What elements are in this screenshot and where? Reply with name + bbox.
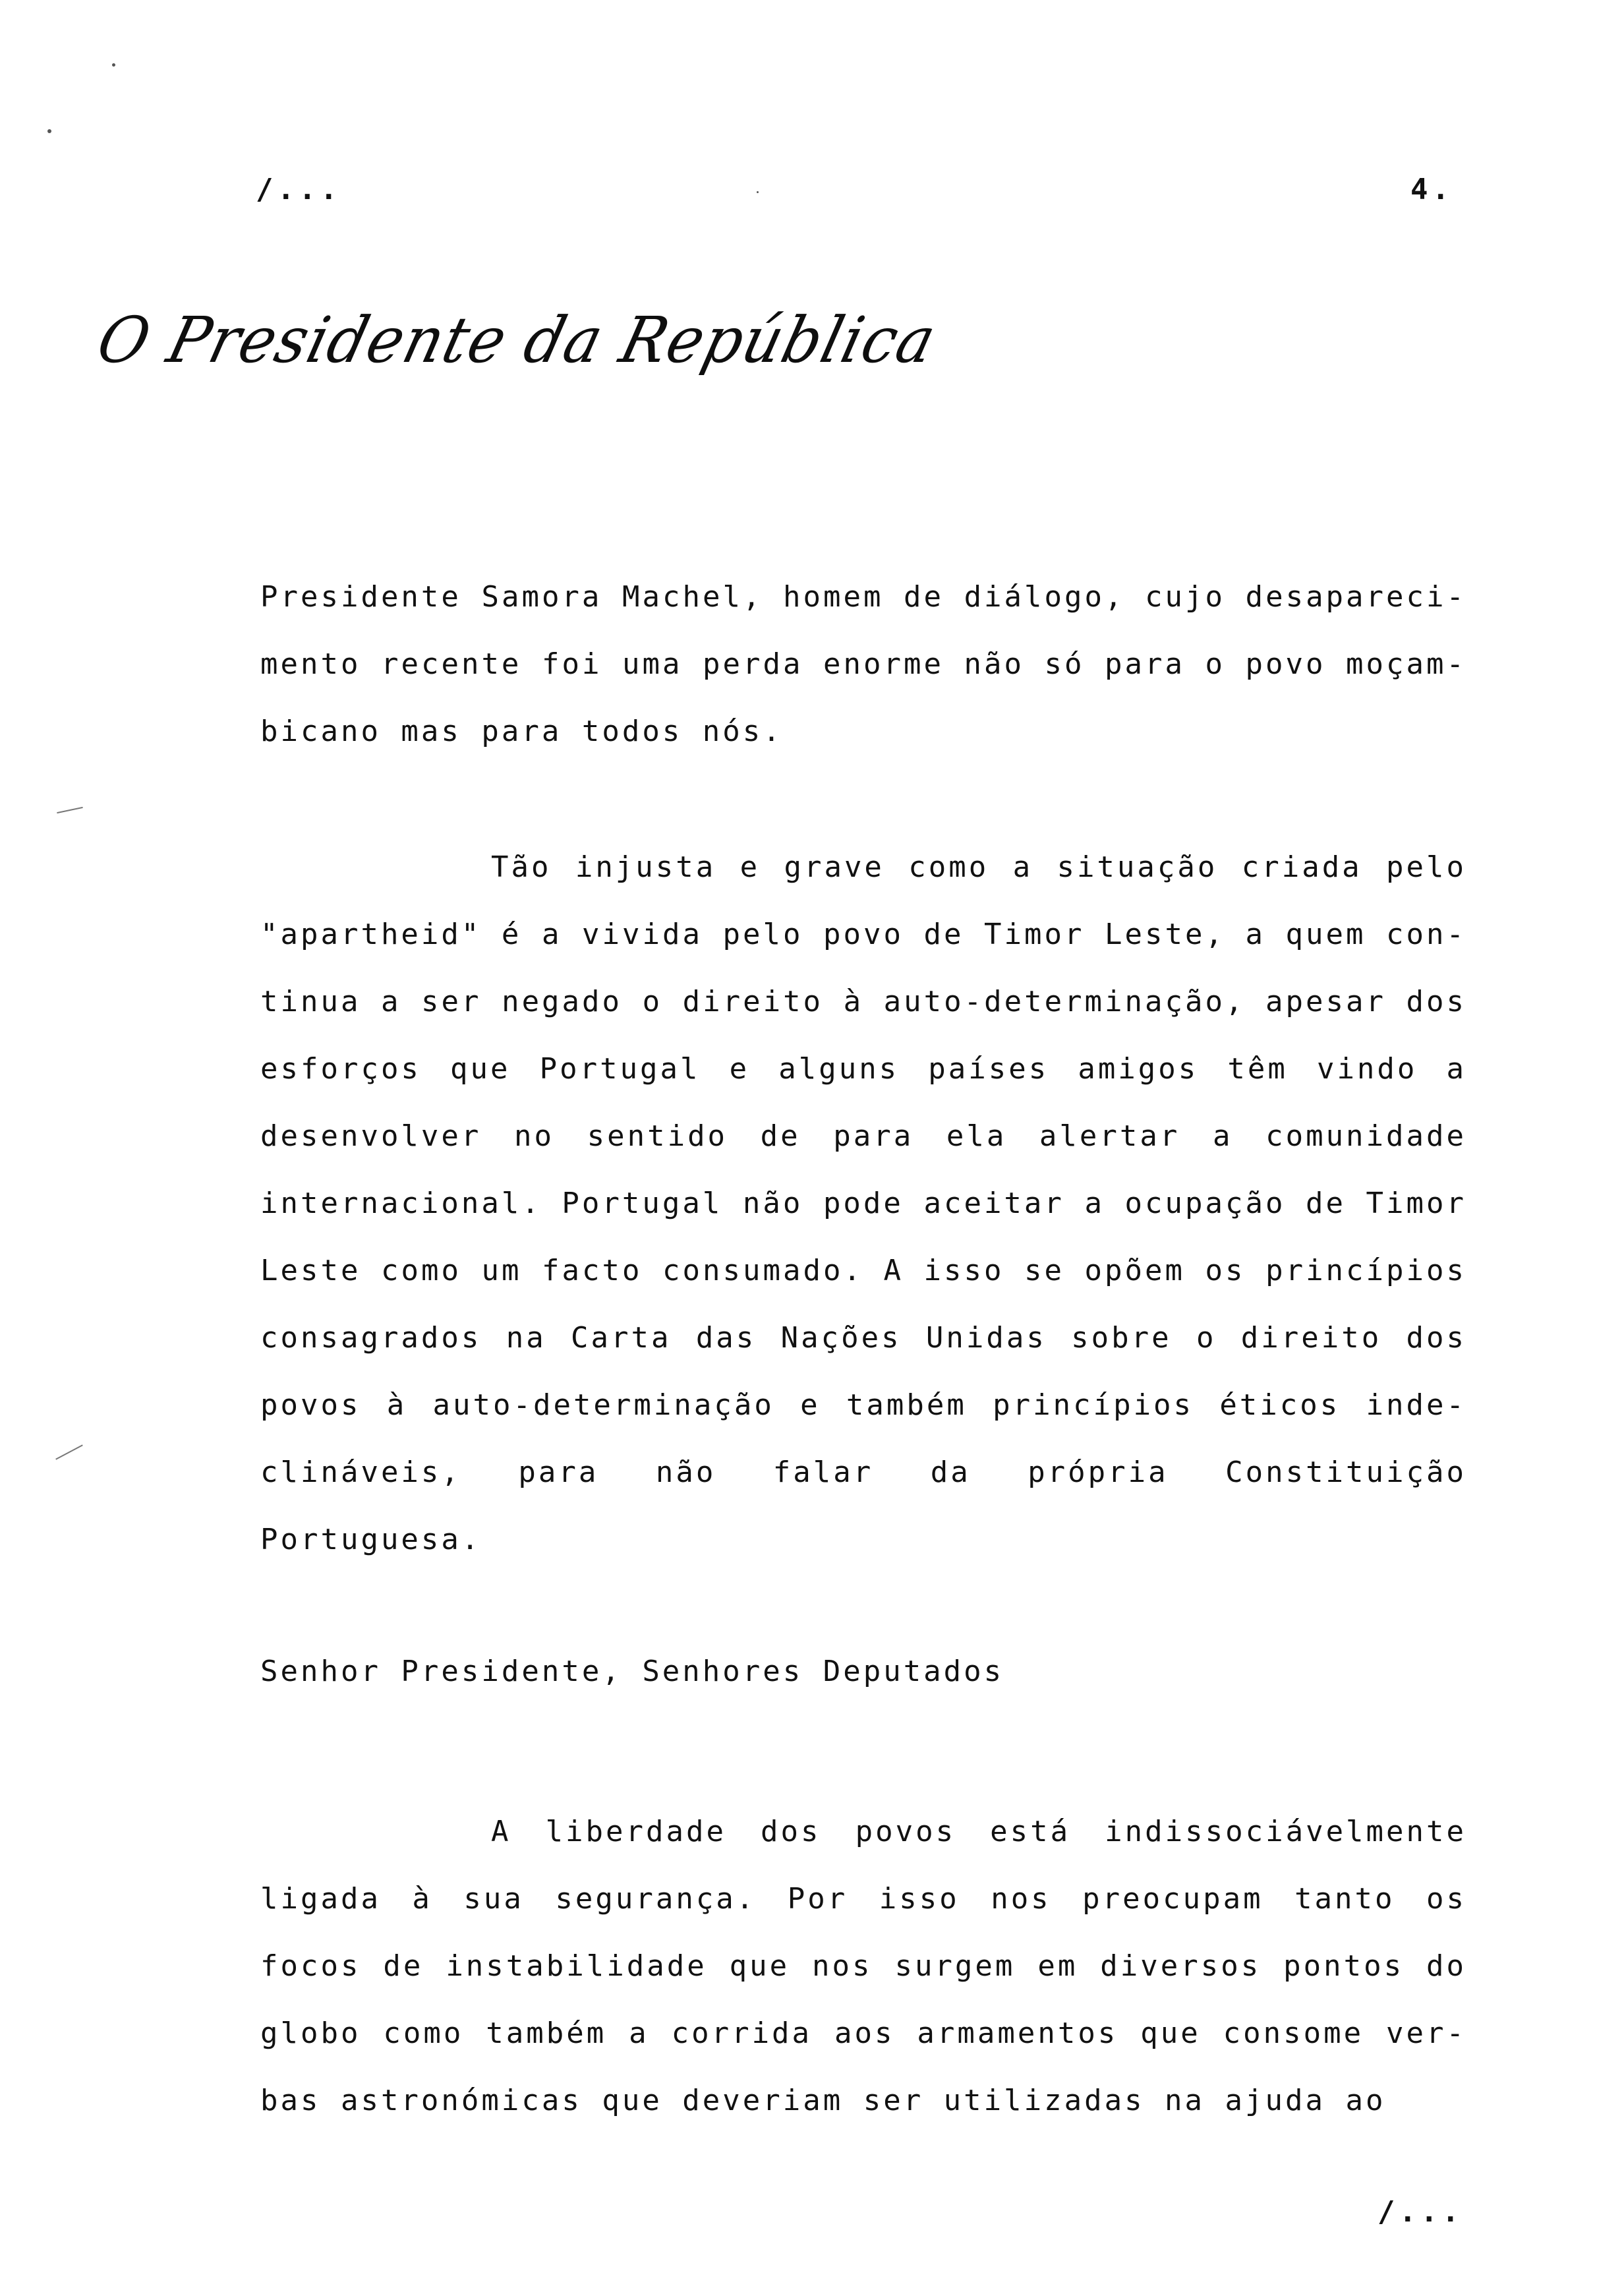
- page-number: 4.: [1410, 173, 1453, 206]
- scan-speck: [757, 191, 759, 193]
- scan-mark: [57, 807, 83, 813]
- paragraph-samora-machel: Presidente Samora Machel, homem de diálogo, cujo desapareci-mento recente foi uma perda enorme não só para o povo moçam-bicano mas para todos nós.: [260, 580, 1466, 748]
- continuation-marker-bottom: /...: [1378, 2195, 1463, 2229]
- salutation: Senhor Presidente, Senhores Deputados: [260, 1655, 1004, 1688]
- scan-speck: [47, 129, 51, 133]
- scan-mark: [55, 1444, 83, 1459]
- continuation-marker-top: /...: [256, 173, 341, 206]
- scan-speck: [112, 63, 115, 67]
- paragraph-liberdade: A liberdade dos povos está indissociávelmente ligada à sua segurança. Por isso nos preocupam tanto os focos de instabilidade que nos surgem em diversos pontos do globo como também a corrida aos armamentos que consome ver-bas astronómicas que deveriam ser utilizadas na ajuda ao: [260, 1815, 1466, 2117]
- paragraph-timor-leste: Tão injusta e grave como a situação criada pelo "apartheid" é a vivida pelo povo de Timor Leste, a quem con-tinua a ser negado o direito à auto-determinação, apesar dos esforços que Portugal e alguns países amigos têm vindo a desenvolver no sentido de para ela alertar a comunidade internacional. Portugal não pode aceitar a ocupação de Timor Leste como um facto consumado. A isso se opõem os princípios consagrados na Carta das Nações Unidas sobre o direito dos povos à auto-determinação e também princípios éticos inde-clináveis, para não falar da própria Constituição Portuguesa.: [260, 850, 1466, 1556]
- letterhead-script: O Presidente da República: [90, 303, 944, 377]
